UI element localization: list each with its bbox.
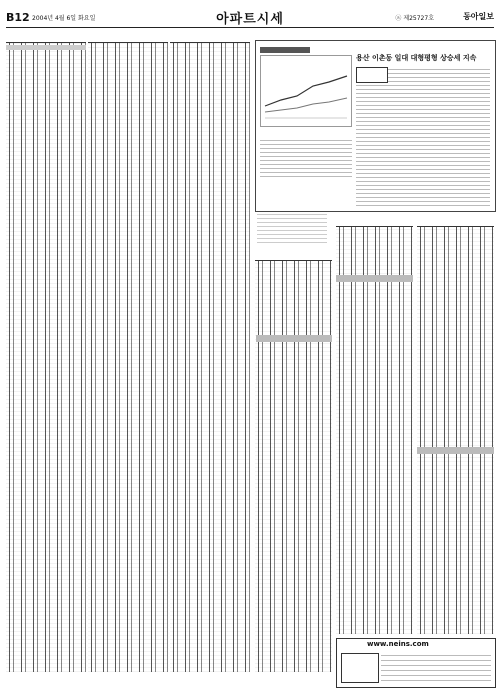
legend-note [257, 213, 327, 243]
page-header [6, 7, 494, 27]
price-table-column-1 [6, 30, 86, 672]
footer-text-lines [381, 653, 491, 681]
footer-website: www.neins.com [367, 640, 429, 648]
section-band [256, 335, 332, 342]
price-trend-svg [261, 56, 351, 126]
issue-date: 2004년 4월 6일 화요일 [32, 15, 96, 22]
feature-note [260, 137, 352, 177]
feature-logo [356, 67, 388, 83]
section-band [417, 447, 494, 454]
issue-number: ⓐ 제25727호 [395, 15, 434, 22]
price-table-column-3 [170, 30, 250, 672]
feature-label-bar [260, 47, 310, 53]
section-title: 아파트시세 [216, 12, 284, 27]
price-trend-chart [260, 55, 352, 127]
publisher-name: 동아일보 [463, 12, 494, 21]
price-table-column-6 [417, 214, 494, 634]
price-table-column-2 [88, 30, 168, 672]
feature-body-text [356, 66, 490, 206]
section-band [336, 275, 413, 282]
footer-ad [336, 638, 496, 688]
neins-logo [341, 653, 379, 683]
price-table-column-4 [255, 248, 332, 672]
feature-box [255, 40, 496, 212]
header-rule [6, 27, 494, 28]
feature-headline: 용산 이촌동 일대 대형평형 상승세 지속 [356, 54, 477, 62]
page-number: B12 [6, 11, 30, 24]
